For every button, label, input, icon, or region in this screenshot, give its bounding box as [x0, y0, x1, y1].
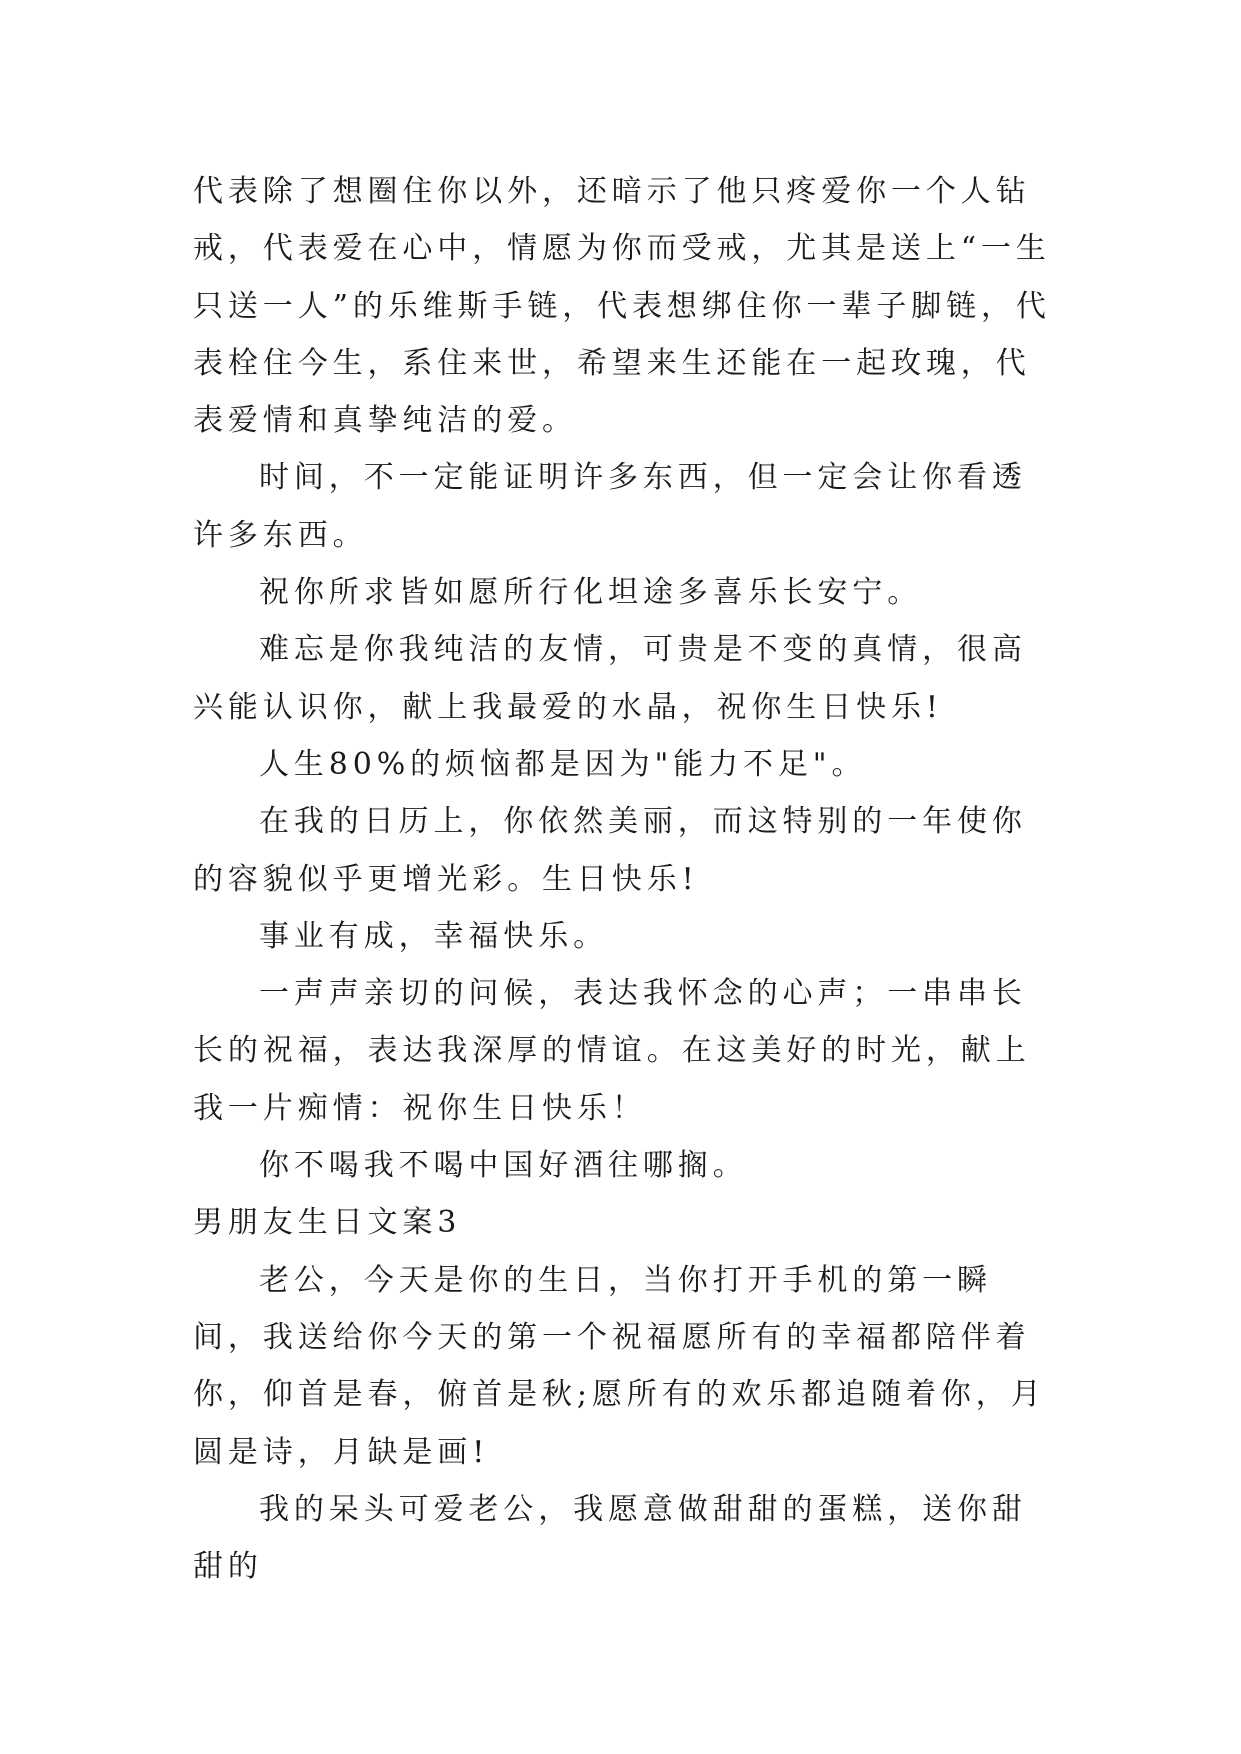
paragraph: 你不喝我不喝中国好酒往哪搁。 [259, 1148, 748, 1184]
paragraph: 一声声亲切的问候，表达我怀念的心声；一串串长长的祝福，表达我深厚的情谊。在这美好的时光，献上我一片痴情：祝你生日快乐！ [193, 976, 1031, 1126]
paragraph: 难忘是你我纯洁的友情，可贵是不变的真情，很高兴能认识你，献上我最爱的水晶，祝你生日快乐! [193, 632, 1027, 725]
document-body [193, 163, 1053, 1595]
paragraph: 祝你所求皆如愿所行化坦途多喜乐长安宁。 [259, 575, 923, 611]
paragraph: 老公，今天是你的生日，当你打开手机的第一瞬间，我送给你今天的第一个祝福愿所有的幸福都陪伴着你，仰首是春，俯首是秋;愿所有的欢乐都追随着你，月圆是诗，月缺是画! [193, 1262, 1046, 1470]
paragraph: 事业有成，幸福快乐。 [259, 918, 608, 954]
section-heading: 男朋友生日文案3 [193, 1205, 462, 1241]
paragraph: 代表除了想圈住你以外，还暗示了他只疼爱你一个人钻戒，代表爱在心中，情愿为你而受戒，尤其是送上“一生只送一人”的乐维斯手链，代表想绑住你一辈子脚链，代表栓住今生，系住来世，希望来生还能在一起玫瑰，代表爱情和真挚纯洁的爱。 [193, 174, 1051, 439]
paragraph: 我的呆头可爱老公，我愿意做甜甜的蛋糕，送你甜甜的 [193, 1491, 1027, 1585]
paragraph: 人生80%的烦恼都是因为"能力不足"。 [259, 746, 867, 782]
paragraph: 在我的日历上，你依然美丽，而这特别的一年使你的容貌似乎更增光彩。生日快乐! [193, 804, 1027, 897]
paragraph: 时间，不一定能证明许多东西，但一定会让你看透许多东西。 [193, 460, 1027, 553]
